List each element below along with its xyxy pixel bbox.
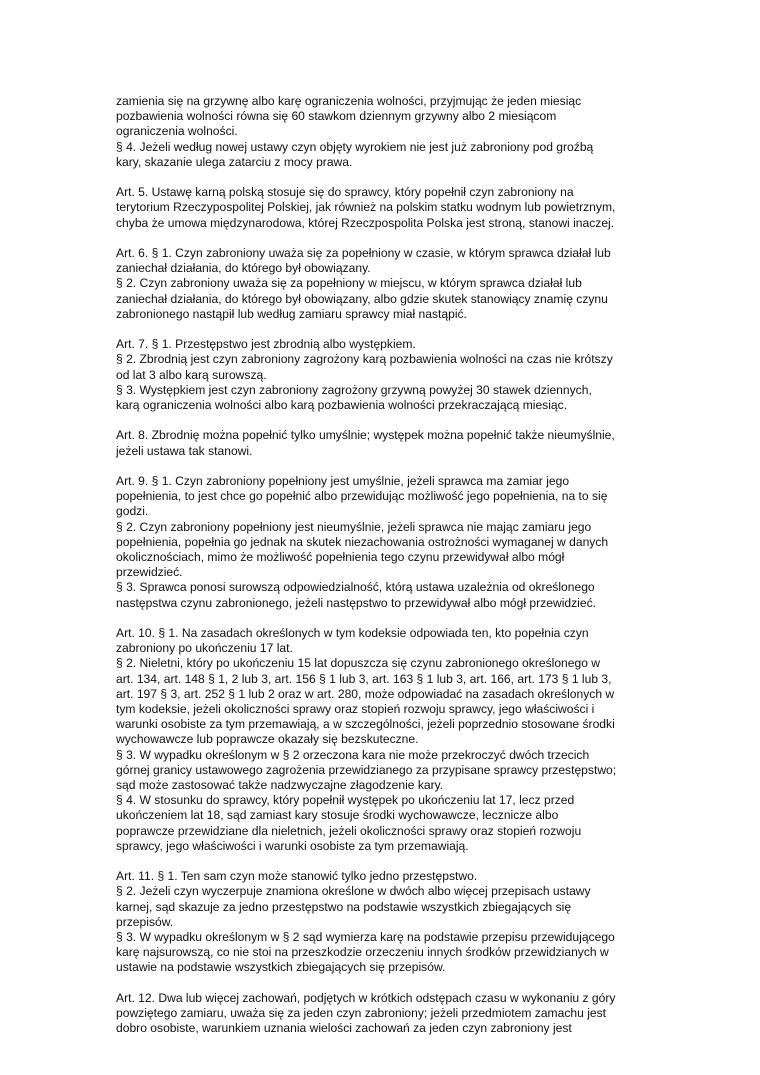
text-line: § 2. Jeżeli czyn wyczerpuje znamiona określone w dwóch albo więcej przepisach ustawy xyxy=(116,884,591,899)
text-line: § 2. Czyn zabroniony uważa się za popełniony w miejscu, w którym sprawca działał lub xyxy=(116,276,582,291)
article-paragraph xyxy=(116,428,706,458)
text-line: od lat 3 albo karą surowszą. xyxy=(116,367,267,382)
text-line: karą ograniczenia wolności albo karą pozbawienia wolności przekraczającą miesiąc. xyxy=(116,398,568,413)
text-line: popełnienia, popełnia go jednak na skutek niezachowania ostrożności wymaganej w danych xyxy=(116,534,609,549)
text-line: sprawcy, jego właściwości i warunki osobiste za tym przemawiają. xyxy=(116,838,469,853)
text-line: poprawcze przewidziane dla nieletnich, jeżeli okoliczności sprawy oraz stopień rozwoju xyxy=(116,823,582,838)
text-line: Art. 8. Zbrodnię można popełnić tylko umyślnie; występek można popełnić także nieumyślnie, xyxy=(116,428,615,443)
text-line: Art. 7. § 1. Przestępstwo jest zbrodnią albo występkiem. xyxy=(116,337,416,352)
article-paragraph xyxy=(116,626,706,854)
text-line: przepisów. xyxy=(116,914,174,929)
text-line: terytorium Rzeczypospolitej Polskiej, jak również na polskim statku wodnym lub powietrznym, xyxy=(116,200,616,215)
article-paragraph xyxy=(116,185,706,231)
text-line: pozbawienia wolności równa się 60 stawkom dziennym grzywny albo 2 miesiącom xyxy=(116,109,557,124)
text-line: ustawie na podstawie wszystkich zbiegających się przepisów. xyxy=(116,960,446,975)
text-line: karę najsurowszą, co nie stoi na przeszkodzie orzeczeniu innych środków przewidzianych w xyxy=(116,945,609,960)
text-line: § 4. Jeżeli według nowej ustawy czyn objęty wyrokiem nie jest już zabroniony pod groźbą xyxy=(116,139,594,154)
text-line: okolicznościach, mimo że możliwość popełnienia tego czynu przewidywał albo mógł xyxy=(116,550,565,565)
article-paragraph xyxy=(116,337,706,413)
text-line: powziętego zamiaru, uważa się za jeden czyn zabroniony; jeżeli przedmiotem zamachu jest xyxy=(116,1006,607,1021)
text-line: górnej granicy ustawowego zagrożenia przewidzianego za przypisane sprawcy przestępstwo; xyxy=(116,762,617,777)
text-line: § 2. Czyn zabroniony popełniony jest nieumyślnie, jeżeli sprawca nie mając zamiaru jego xyxy=(116,519,592,534)
article-paragraph xyxy=(116,869,706,975)
text-line: Art. 12. Dwa lub więcej zachowań, podjętych w krótkich odstępach czasu w wykonaniu z góry xyxy=(116,990,616,1005)
text-line: następstwa czynu zabronionego, jeżeli następstwo to przewidywał albo mógł przewidzieć. xyxy=(116,595,596,610)
text-line: jeżeli ustawa tak stanowi. xyxy=(116,443,253,458)
article-paragraph xyxy=(116,474,706,611)
text-line: Art. 6. § 1. Czyn zabroniony uważa się za popełniony w czasie, w którym sprawca działał lub xyxy=(116,246,611,260)
text-line: § 3. Sprawca ponosi surowszą odpowiedzialność, którą ustawa uzależnia od określonego xyxy=(116,580,595,595)
text-line: § 2. Zbrodnią jest czyn zabroniony zagrożony karą pozbawienia wolności na czas nie krótszy xyxy=(116,352,613,367)
text-line: zabronionego nastąpił lub według zamiaru sprawcy miał nastąpić. xyxy=(116,306,467,321)
text-line: chyba że umowa międzynarodowa, której Rzeczpospolita Polska jest stroną, stanowi inaczej. xyxy=(116,215,615,230)
text-line: przewidzieć. xyxy=(116,565,183,580)
article-paragraph xyxy=(116,94,706,170)
text-line: Art. 11. § 1. Ten sam czyn może stanowić tylko jedno przestępstwo. xyxy=(116,869,478,884)
text-line: popełnienia, to jest chce go popełnić albo przewidując możliwość jego popełnienia, na to się xyxy=(116,489,608,504)
text-line: § 3. W wypadku określonym w § 2 orzeczona kara nie może przekroczyć dwóch trzecich xyxy=(116,747,590,762)
text-line: Art. 10. § 1. Na zasadach określonych w tym kodeksie odpowiada ten, kto popełnia czyn xyxy=(116,626,589,641)
text-line: Art. 9. § 1. Czyn zabroniony popełniony jest umyślnie, jeżeli sprawca ma zamiar jego xyxy=(116,474,570,488)
text-line: Art. 5. Ustawę karną polską stosuje się do sprawcy, który popełnił czyn zabroniony na xyxy=(116,185,574,200)
text-line: karnej, sąd skazuje za jedno przestępstwo na podstawie wszystkich zbiegających się xyxy=(116,899,572,914)
text-line: § 3. W wypadku określonym w § 2 sąd wymierza karę na podstawie przepisu przewidującego xyxy=(116,930,615,945)
document-page xyxy=(116,94,706,1052)
text-line: zabroniony po ukończeniu 17 lat. xyxy=(116,641,293,656)
text-line: § 4. W stosunku do sprawcy, który popełnił występek po ukończeniu lat 17, lecz przed xyxy=(116,793,575,808)
text-line: dobro osobiste, warunkiem uznania wielości zachowań za jeden czyn zabroniony jest xyxy=(116,1021,572,1036)
text-line: zaniechał działania, do którego był obowiązany. xyxy=(116,261,371,276)
text-line: warunki osobiste za tym przemawiają, a w szczególności, jeżeli poprzednio stosowane środki xyxy=(116,717,615,732)
article-paragraph xyxy=(116,991,706,1037)
text-line: zaniechał działania, do którego był obowiązany, albo gdzie skutek stanowiący znamię czynu xyxy=(116,291,608,306)
text-line: § 3. Występkiem jest czyn zabroniony zagrożony grzywną powyżej 30 stawek dziennych, xyxy=(116,382,592,397)
text-line: § 2. Nieletni, który po ukończeniu 15 lat dopuszcza się czynu zabronionego określonego w xyxy=(116,656,601,671)
text-line: sąd może zastosować także nadzwyczajne złagodzenie kary. xyxy=(116,778,444,793)
text-line: kary, skazanie ulega zatarciu z mocy prawa. xyxy=(116,154,353,169)
text-line: zamienia się na grzywnę albo karę ograniczenia wolności, przyjmując że jeden miesiąc xyxy=(116,94,582,108)
text-line: ukończeniem lat 18, sąd zamiast kary stosuje środki wychowawcze, lecznicze albo xyxy=(116,808,559,823)
text-line: art. 134, art. 148 § 1, 2 lub 3, art. 156 § 1 lub 3, art. 163 § 1 lub 3, art. 166, art. 173 § 1 lub 3, xyxy=(116,671,612,686)
text-line: art. 197 § 3, art. 252 § 1 lub 2 oraz w art. 280, może odpowiadać na zasadach określonych w xyxy=(116,686,615,701)
text-line: tym kodeksie, jeżeli okoliczności sprawy oraz stopień rozwoju sprawcy, jego właściwości i xyxy=(116,702,595,717)
text-line: godzi. xyxy=(116,504,149,519)
text-line: ograniczenia wolności. xyxy=(116,124,238,139)
text-line: wychowawcze lub poprawcze okazały się bezskuteczne. xyxy=(116,732,419,747)
article-paragraph xyxy=(116,246,706,322)
